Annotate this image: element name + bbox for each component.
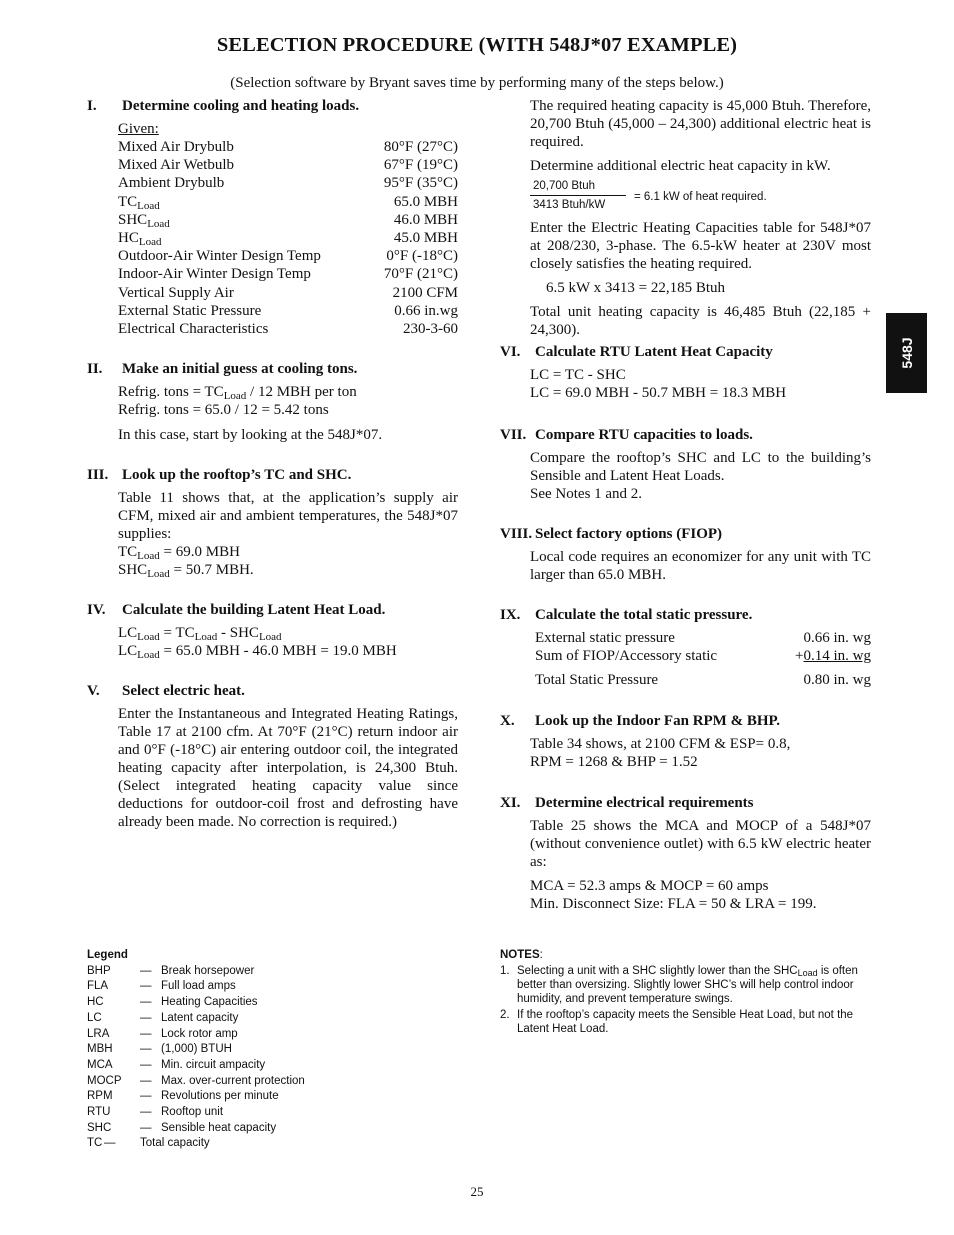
legend-title: Legend: [87, 949, 128, 961]
legend-abbr: MBH: [87, 1043, 113, 1056]
given-row: [118, 211, 458, 229]
legend-dash: —: [140, 1058, 152, 1071]
legend-abbr: RTU: [87, 1106, 111, 1119]
body-text: In this case, start by looking at the 548J*07.: [118, 427, 383, 444]
legend-dash: —: [140, 1027, 152, 1040]
section-heading: [87, 466, 458, 484]
legend-item: [87, 964, 467, 980]
given-label-cell: $SHC_{Load}$: [118, 211, 170, 230]
legend-abbr: BHP: [87, 964, 111, 977]
given-label-cell: $HC_{Load}$: [118, 229, 162, 248]
section-10: [500, 712, 871, 771]
given-label: Given:: [118, 121, 159, 137]
legend-abbr: MCA: [87, 1058, 113, 1071]
static-pressure-table: [500, 629, 871, 689]
legend-abbr: LRA: [87, 1027, 110, 1040]
section-number: VI.: [500, 344, 521, 360]
given-value-cell: 2100 CFM: [392, 284, 458, 301]
formula-line: Refrig. tons = $TC_{Load} / 12$ MBH per ton: [118, 384, 357, 403]
body-text: Table 34 shows, at 2100 CFM & ESP= 0.8,: [530, 736, 791, 752]
section-7: [500, 426, 871, 503]
row-label: Total Static Pressure: [535, 672, 659, 688]
note-item: [500, 964, 870, 1006]
legend-abbr: RPM: [87, 1090, 113, 1103]
row-label: Sum of FIOP/Accessory static: [535, 648, 718, 664]
body-text: Table 11 shows that, at the application’s supply air CFM, mixed air and ambient temperatures, the 548J*07 supplies:: [118, 490, 458, 543]
section-number: XI.: [500, 795, 521, 811]
legend-desc: Rooftop unit: [161, 1106, 224, 1119]
legend-desc: (1,000) BTUH: [161, 1043, 232, 1056]
legend: [87, 948, 467, 1152]
section-number: I.: [87, 98, 97, 114]
given-row: [118, 247, 458, 265]
given-row: [118, 284, 458, 302]
row-label: External static pressure: [535, 630, 675, 646]
legend-item: [87, 995, 467, 1011]
legend-item: [87, 1074, 467, 1090]
note-text: If the rooftop’s capacity meets the Sensible Heat Load, but not the Latent Heat Load.: [517, 1009, 854, 1035]
legend-desc: Heating Capacities: [161, 996, 258, 1009]
section-title: Calculate the building Latent Heat Load.: [122, 602, 386, 619]
section-heading: [87, 97, 458, 115]
formula-line: MCA = 52.3 amps & MOCP = 60 amps: [530, 878, 769, 894]
given-label-cell: Indoor-Air Winter Design Temp: [118, 266, 311, 283]
given-value-cell: 80°F (27°C): [383, 139, 458, 155]
body-text: Compare the rooftop’s SHC and LC to the building’s Sensible and Latent Heat Loads.: [530, 450, 871, 484]
legend-abbr: HC: [87, 996, 104, 1009]
given-value-cell: 70°F (21°C): [383, 266, 458, 283]
legend-item: [87, 1027, 467, 1043]
legend-desc: Revolutions per minute: [161, 1090, 279, 1103]
body-text: The required heating capacity is 45,000 Btuh. Therefore, 20,700 Btuh (45,000 – 24,300) additional electric heat is required.: [530, 98, 871, 150]
section-heading: [87, 682, 458, 700]
section-1: [87, 97, 458, 338]
side-tab: [886, 313, 927, 393]
formula-line: $LC_{Load} = 65.0$ MBH - 46.0 MBH = 19.0 MBH: [118, 643, 397, 662]
notes: NOTES: 1. Selecting a unit with a SHC slightly lower than the $SHC_{Load}$ is often better than oversizing. Slightly lower SHC’s will help control indoor humidity, and prevent temperature swings. 2. If the rooftop’s capacity meets the Sensible Heat Load, but not the Latent Heat Load.: [500, 948, 870, 1036]
legend-dash: —: [140, 964, 152, 977]
row-value: 0.66 in. wg: [803, 630, 871, 646]
body-text: Table 25 shows the MCA and MOCP of a 548J*07 (without convenience outlet) with 6.5 kW electric heater as:: [530, 818, 871, 870]
section-title: Calculate the total static pressure.: [535, 607, 753, 623]
legend-item: [87, 1121, 467, 1137]
note-number: 2.: [500, 1009, 510, 1021]
body-text: See Notes 1 and 2.: [530, 486, 643, 502]
given-value-cell: 230-3-60: [403, 320, 458, 337]
given-row: [118, 174, 458, 192]
given-value-cell: 45.0 MBH: [393, 229, 458, 246]
given-label-cell: Mixed Air Drybulb: [118, 139, 234, 155]
legend-item: [87, 979, 467, 995]
page-title: SELECTION PROCEDURE (WITH 548J*07 EXAMPLE): [216, 34, 738, 56]
section-heading: [500, 606, 871, 624]
fraction-denominator: 3413 Btuh/kW: [533, 199, 606, 211]
legend-dash: —: [140, 1106, 152, 1119]
note-text: Selecting a unit with a SHC slightly lower than the $SHC_{Load}$ is often better than oversizing. Slightly lower SHC’s will help control indoor humidity, and prevent temperature swings.: [517, 965, 858, 1005]
legend-desc: Full load amps: [161, 980, 236, 993]
legend-dash: —: [140, 1074, 152, 1087]
given-label-cell: Outdoor-Air Winter Design Temp: [118, 248, 321, 265]
legend-item: [87, 1058, 467, 1074]
legend-item: [87, 1089, 467, 1105]
formula-line: LC = TC - SHC: [530, 367, 626, 383]
formula-line: $SHC_{Load} = 50.7$ MBH.: [118, 562, 254, 581]
body-text: Determine additional electric heat capacity in kW.: [530, 158, 831, 174]
given-label-cell: Mixed Air Wetbulb: [118, 157, 235, 174]
section-number: III.: [87, 467, 109, 484]
given-label-cell: $TC_{Load}$: [118, 193, 160, 212]
formula-line: $LC_{Load} = TC_{Load} - SHC_{Load}$: [118, 625, 282, 644]
legend-dash: —: [140, 1121, 152, 1134]
given-label-cell: External Static Pressure: [118, 302, 262, 319]
given-row: [118, 156, 458, 174]
table-row-total: [535, 671, 871, 689]
given-value-cell: 0.66 in.wg: [394, 302, 458, 319]
section-title: Make an initial guess at cooling tons.: [122, 361, 358, 378]
given-row: [118, 193, 458, 211]
body-text: Total unit heating capacity is 46,485 Btuh (22,185 + 24,300).: [530, 304, 871, 338]
given-value-cell: 95°F (35°C): [383, 175, 458, 192]
section-number: X.: [500, 713, 515, 729]
given-value-cell: 0°F (-18°C): [386, 248, 458, 265]
body-text: RPM = 1268 & BHP = 1.52: [530, 754, 698, 770]
section-title: Look up the Indoor Fan RPM & BHP.: [535, 713, 781, 729]
legend-abbr: MOCP: [87, 1074, 122, 1087]
body-text: Enter the Electric Heating Capacities table for 548J*07 at 208/230, 3-phase. The 6.5-kW heater at 230V most closely satisfies the heating required.: [530, 220, 871, 272]
given-label-cell: Electrical Characteristics: [118, 320, 269, 337]
section-heading: [500, 343, 871, 361]
given-row: [118, 138, 458, 156]
section-5: [87, 682, 458, 831]
row-value: +0.14 in. wg: [795, 648, 871, 664]
given-label-cell: Ambient Drybulb: [118, 175, 225, 192]
legend-dash: —: [104, 1137, 116, 1150]
section-11: [500, 794, 871, 913]
section-6: [500, 343, 871, 402]
legend-abbr: LC: [87, 1011, 102, 1024]
fraction-result: = 6.1 kW of heat required.: [634, 190, 767, 203]
section-title: Select factory options (FIOP): [535, 526, 723, 542]
section-2: [87, 360, 458, 444]
formula-line: $TC_{Load} = 69.0$ MBH: [118, 544, 240, 563]
legend-dash: —: [140, 996, 152, 1009]
section-title: Select electric heat.: [122, 683, 245, 700]
section-number: VIII.: [500, 526, 533, 542]
legend-dash: —: [140, 1011, 152, 1024]
section-number: V.: [87, 683, 100, 700]
given-row: [118, 229, 458, 247]
section-heading: [500, 712, 871, 730]
section-number: IV.: [87, 602, 106, 619]
legend-dash: —: [140, 1043, 152, 1056]
legend-abbr: TC: [87, 1137, 103, 1150]
legend-desc: Sensible heat capacity: [161, 1121, 277, 1134]
legend-item: [87, 1136, 467, 1152]
formula-line: Min. Disconnect Size: FLA = 50 & LRA = 199.: [530, 896, 817, 912]
note-item: [500, 1008, 870, 1036]
section-title: Compare RTU capacities to loads.: [535, 427, 753, 443]
section-heading: [500, 426, 871, 444]
body-text: Enter the Instantaneous and Integrated Heating Ratings, Table 17 at 2100 cfm. At 70°F (21°C) return indoor air and 0°F (-18°C) air entering outdoor coil, the integrated heating capacity after interpolation, is 24,300 Btuh. (Select integrated heating capacity value since deductions for outdoor-coil frost and defrosting have already been made. No correction is required.): [118, 706, 458, 831]
side-tab-label: 548J: [898, 337, 915, 369]
section-9: [500, 606, 871, 689]
formula-line: Refrig. tons = 65.0 / 12 = 5.42 tons: [118, 402, 329, 419]
given-label-cell: Vertical Supply Air: [118, 284, 234, 301]
note-number: 1.: [500, 965, 510, 977]
section-heading: [500, 525, 871, 543]
legend-abbr: SHC: [87, 1121, 112, 1134]
row-value: 0.80 in. wg: [803, 672, 871, 688]
legend-item: [87, 1011, 467, 1027]
section-5-continued: [500, 97, 871, 175]
legend-item: [87, 1105, 467, 1121]
section-title: Look up the rooftop’s TC and SHC.: [122, 467, 352, 484]
section-4: [87, 601, 458, 660]
given-value-cell: 46.0 MBH: [393, 211, 458, 228]
section-8: [500, 525, 871, 584]
notes-title: NOTES: [500, 949, 540, 961]
right-column: [500, 97, 871, 913]
fraction-numerator: 20,700 Btuh: [533, 180, 596, 192]
legend-abbr: FLA: [87, 980, 109, 993]
legend-desc: Break horsepower: [161, 964, 255, 977]
given-value-cell: 67°F (19°C): [383, 157, 458, 174]
body-text: Local code requires an economizer for any unit with TC larger than 65.0 MBH.: [530, 549, 871, 583]
formula-line: 6.5 kW x 3413 = 22,185 Btuh: [546, 280, 726, 296]
legend-item: [87, 1042, 467, 1058]
legend-desc: Max. over-current protection: [161, 1074, 305, 1087]
section-title: Determine electrical requirements: [535, 795, 754, 811]
formula-line: LC = 69.0 MBH - 50.7 MBH = 18.3 MBH: [530, 385, 787, 401]
page-subtitle: (Selection software by Bryant saves time by performing many of the steps below.): [230, 75, 724, 91]
section-number: VII.: [500, 427, 527, 443]
given-value-cell: 65.0 MBH: [393, 193, 458, 210]
given-row: [118, 302, 458, 320]
legend-desc: Min. circuit ampacity: [161, 1058, 266, 1071]
legend-desc: Latent capacity: [161, 1011, 239, 1024]
section-title: Calculate RTU Latent Heat Capacity: [535, 344, 773, 360]
given-row: [118, 320, 458, 338]
section-heading: [87, 360, 458, 378]
page-number: 25: [470, 1184, 484, 1199]
section-3: [87, 466, 458, 579]
section-number: IX.: [500, 607, 521, 623]
given-table: [118, 138, 458, 338]
left-column: [87, 97, 458, 831]
section-title: Determine cooling and heating loads.: [122, 98, 360, 114]
legend-dash: —: [140, 980, 152, 993]
given-row: [118, 265, 458, 283]
section-number: II.: [87, 361, 103, 378]
section-heading: [87, 601, 458, 619]
legend-desc: Lock rotor amp: [161, 1027, 238, 1040]
table-row: [535, 647, 871, 665]
legend-desc: Total capacity: [140, 1137, 210, 1150]
legend-dash: —: [140, 1090, 152, 1103]
table-row: [535, 629, 871, 647]
heat-fraction: [530, 179, 871, 212]
section-heading: [500, 794, 871, 812]
